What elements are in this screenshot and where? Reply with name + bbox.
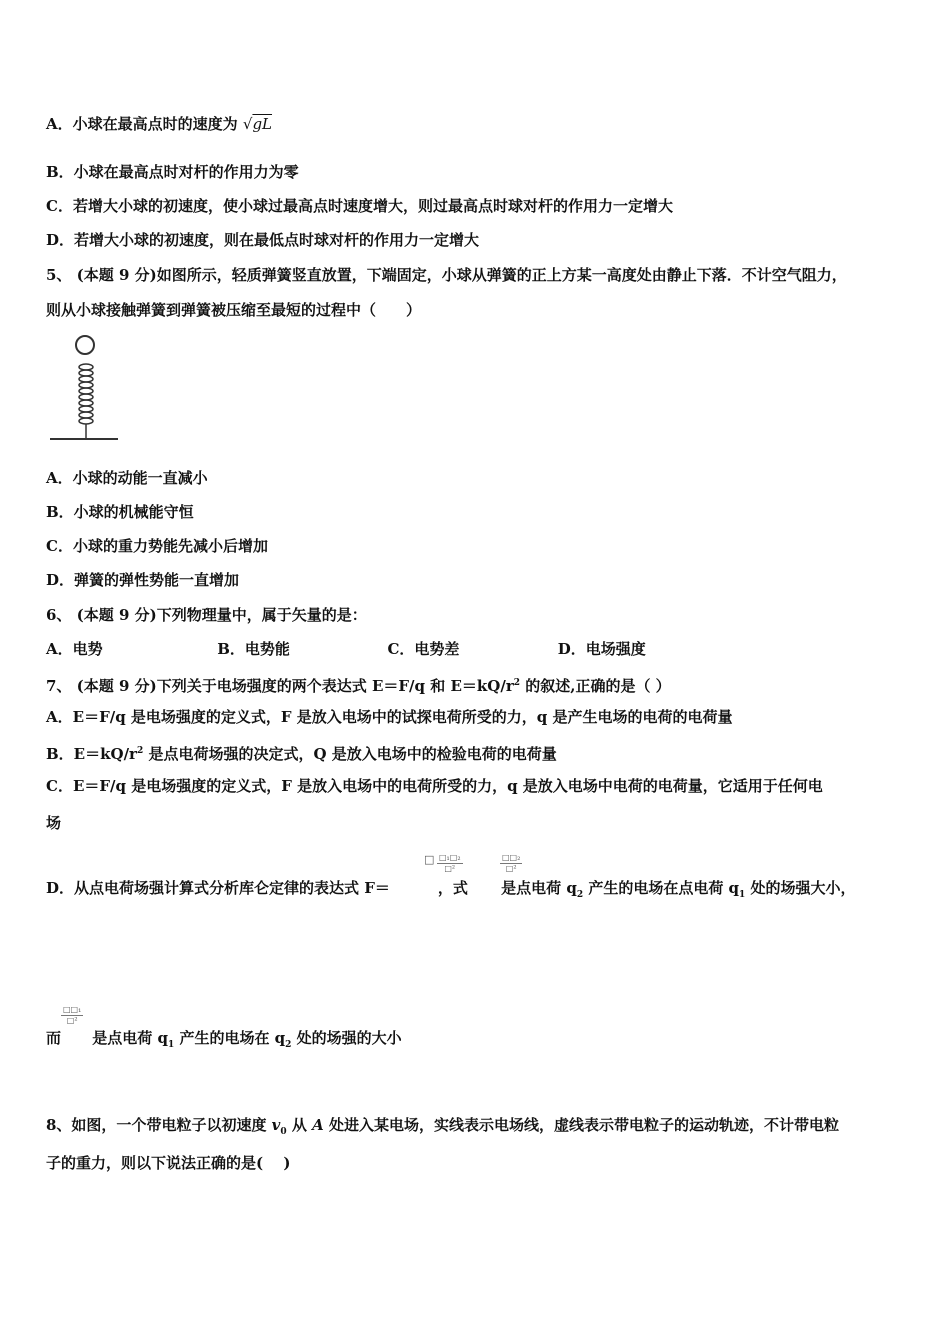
q5-option-b: B．小球的机械能守恒 [46,503,194,521]
q8-stem-line2: 子的重力，则以下说法正确的是( ) [46,1154,291,1172]
q6-option-c: C．电势差 [387,640,460,658]
q6-option-b: B．电势能 [217,640,290,658]
q5-option-d: D．弹簧的弹性势能一直增加 [46,571,240,589]
sqrt-gL-formula: √gL [242,115,273,133]
q7-option-a: A．E＝F/q 是电场强度的定义式，F 是放入电场中的试探电荷所受的力，q 是产生电场的电荷的电荷量 [46,708,733,726]
q6-stem: 6、 (本题 9 分)下列物理量中，属于矢量的是： [46,606,367,624]
ball-shape [76,336,94,354]
q4-option-a: A．小球在最高点时的速度为 √gL [46,115,273,133]
q6-options-row [46,639,646,659]
q4-option-d: D．若增大小球的初速度，则在最低点时球对杆的作用力一定增大 [46,231,480,249]
fraction-lead-box: □ [424,853,435,866]
q7-option-d-line2: 而 是点电荷 $q_1$ 产生的电场在 $q_2$ 处的场强的大小 [46,1029,402,1050]
q5-stem-line2: 则从小球接触弹簧到弹簧被压缩至最短的过程中（ ） [46,301,422,319]
q4-option-b: B．小球在最高点时对杆的作用力为零 [46,163,299,181]
q5-option-a: A．小球的动能一直减小 [46,469,208,487]
q5-stem-line1: 5、 (本题 9 分)如图所示，轻质弹簧竖直放置，下端固定，小球从弹簧的正上方某一高度处由静止下落．不计空气阻力， [46,266,847,284]
q6-option-a: A．电势 [46,640,103,658]
q7-option-c-line2: 场 [46,814,62,832]
fraction-kq1-r2: □□₁ □² [63,1005,82,1025]
q7-option-c-line1: C．E＝F/q 是电场强度的定义式，F 是放入电场中的电荷所受的力，q 是放入电场中电荷的电荷量，它适用于任何电 [46,777,823,795]
fraction-kq2-r2: □□₂ □² [502,853,521,873]
q7-option-b: B．$E=kQ/r^2$ 是点电荷场强的决定式，Q 是放入电场中的检验电荷的电荷量 [46,745,557,763]
q6-option-d: D．电场强度 [557,640,646,658]
q4-option-c: C．若增大小球的初速度，使小球过最高点时速度增大，则过最高点时球对杆的作用力一定增大 [46,197,673,215]
q7-option-d-line1: D．从点电荷场强计算式分析库仑定律的表达式 F＝ ，式 是点电荷 $q_2$ 产生的电场在点电荷 $q_1$ 处的场强大小， [46,879,856,900]
spring-coil [79,364,93,438]
q7-stem: 7、 (本题 9 分)下列关于电场强度的两个表达式 E＝F/q 和 $E=kQ/r^2$ 的叙述,正确的是（ ） [46,677,671,695]
spring-ball-figure [46,333,121,445]
q5-option-c: C．小球的重力势能先减小后增加 [46,537,268,555]
fraction-kq1q2-r2: □₁□₂ □² [439,853,461,873]
q8-stem-line1: 8、如图，一个带电粒子以初速度 $v_0$ 从 A 处进入某电场，实线表示电场线，虚线表示带电粒子的运动轨迹，不计带电粒 [46,1116,839,1137]
